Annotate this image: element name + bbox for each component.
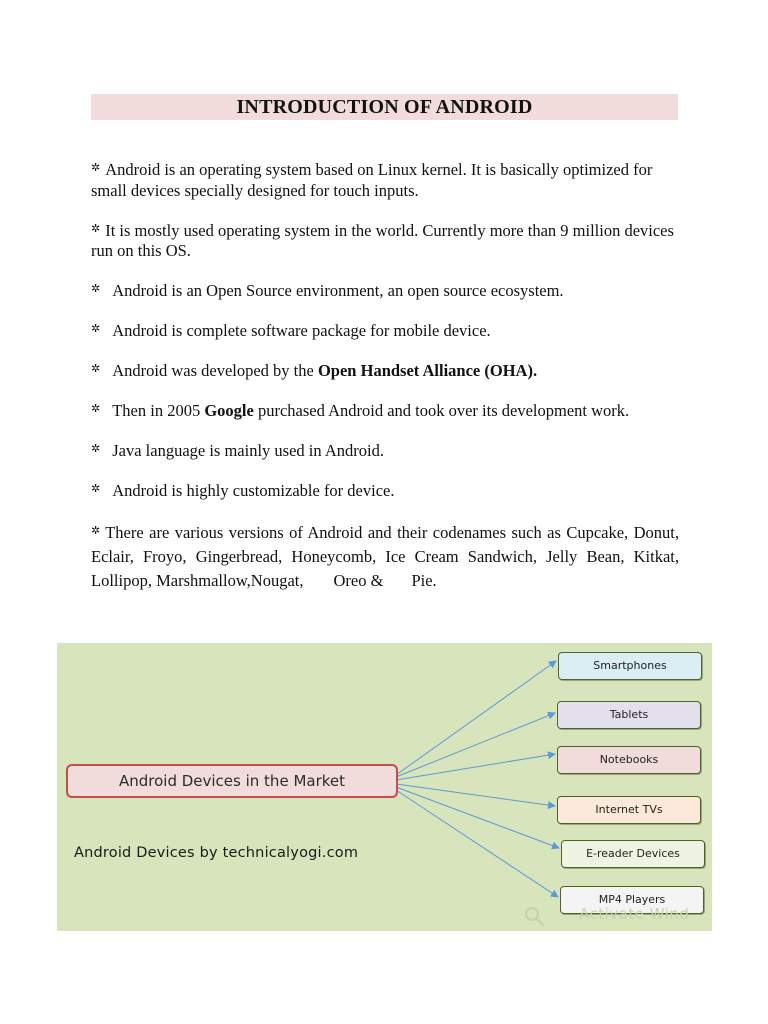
bullet-item bbox=[91, 439, 679, 462]
bullet-icon: ✲ bbox=[91, 162, 101, 174]
center-node: Android Devices in the Market bbox=[66, 764, 398, 798]
bullet-text: Android is an operating system based on Linux kernel. It is basically optimized for small devices specially designed for touch inputs. bbox=[91, 160, 653, 200]
node-smartphones: Smartphones bbox=[558, 652, 702, 680]
activation-watermark: Activate Wind bbox=[579, 905, 690, 923]
node-e-reader-devices: E-reader Devices bbox=[561, 840, 705, 868]
bullet-text: Android was developed by the bbox=[112, 361, 318, 380]
node-mp4-players: MP4 Players bbox=[560, 886, 704, 914]
bullet-icon: ✲ bbox=[91, 283, 101, 295]
bullet-text: It is mostly used operating system in the world. Currently more than 9 million devices run on this OS. bbox=[91, 220, 674, 260]
bullet-text: Java language is mainly used in Android. bbox=[112, 441, 384, 460]
page-title: INTRODUCTION OF ANDROID bbox=[91, 94, 678, 120]
bullet-bold-text: (OHA). bbox=[480, 361, 538, 380]
bullet-item bbox=[91, 399, 679, 422]
bullet-icon: ✲ bbox=[91, 483, 101, 495]
bullet-icon: ✲ bbox=[91, 403, 101, 415]
bullet-text: Android is highly customizable for device. bbox=[112, 481, 395, 500]
bullet-item bbox=[91, 158, 679, 201]
node-tablets: Tablets bbox=[557, 701, 701, 729]
android-devices-diagram bbox=[57, 643, 712, 931]
bullet-text: Android is an Open Source environment, an open source ecosystem. bbox=[112, 281, 564, 300]
bullet-item bbox=[91, 219, 679, 262]
bullet-list bbox=[91, 158, 679, 611]
arrow-e-reader bbox=[396, 787, 559, 848]
diagram-caption: Android Devices by technicalyogi.com bbox=[74, 845, 359, 861]
bullet-icon: ✲ bbox=[91, 443, 101, 455]
bullet-text: There are various versions of Android and their codenames such as Cupcake, Donut, Eclair, Froyo, Gingerbread, Honeycomb, Ice Cream Sandwich, Jelly Bean, Kitkat, Lollipop, Marshmallow,Nougat, bbox=[91, 523, 679, 590]
bullet-icon: ✲ bbox=[91, 363, 101, 375]
bullet-text: Then in 2005 bbox=[112, 401, 205, 420]
node-internet-tvs: Internet TVs bbox=[557, 796, 701, 824]
bullet-bold-text: Open Handset Alliance bbox=[317, 361, 481, 380]
arrow-internet-tvs bbox=[396, 784, 555, 806]
arrow-mp4-players bbox=[396, 790, 558, 897]
bullet-icon: ✲ bbox=[91, 525, 101, 537]
bullet-item bbox=[91, 319, 679, 342]
bullet-item bbox=[91, 479, 679, 502]
bullet-item bbox=[91, 519, 679, 593]
bullet-text: Oreo bbox=[333, 571, 367, 590]
node-notebooks: Notebooks bbox=[557, 746, 701, 774]
bullet-item bbox=[91, 279, 679, 302]
bullet-item bbox=[91, 359, 679, 382]
bullet-icon: ✲ bbox=[91, 323, 101, 335]
bullet-text: Pie. bbox=[411, 571, 437, 590]
bullet-text: & bbox=[370, 571, 384, 590]
bullet-text: Android is complete software package for mobile device. bbox=[112, 321, 491, 340]
bullet-bold-text: Google bbox=[204, 401, 254, 420]
key-icon bbox=[523, 905, 547, 929]
bullet-text: purchased Android and took over its development work. bbox=[253, 401, 630, 420]
bullet-icon: ✲ bbox=[91, 222, 101, 235]
